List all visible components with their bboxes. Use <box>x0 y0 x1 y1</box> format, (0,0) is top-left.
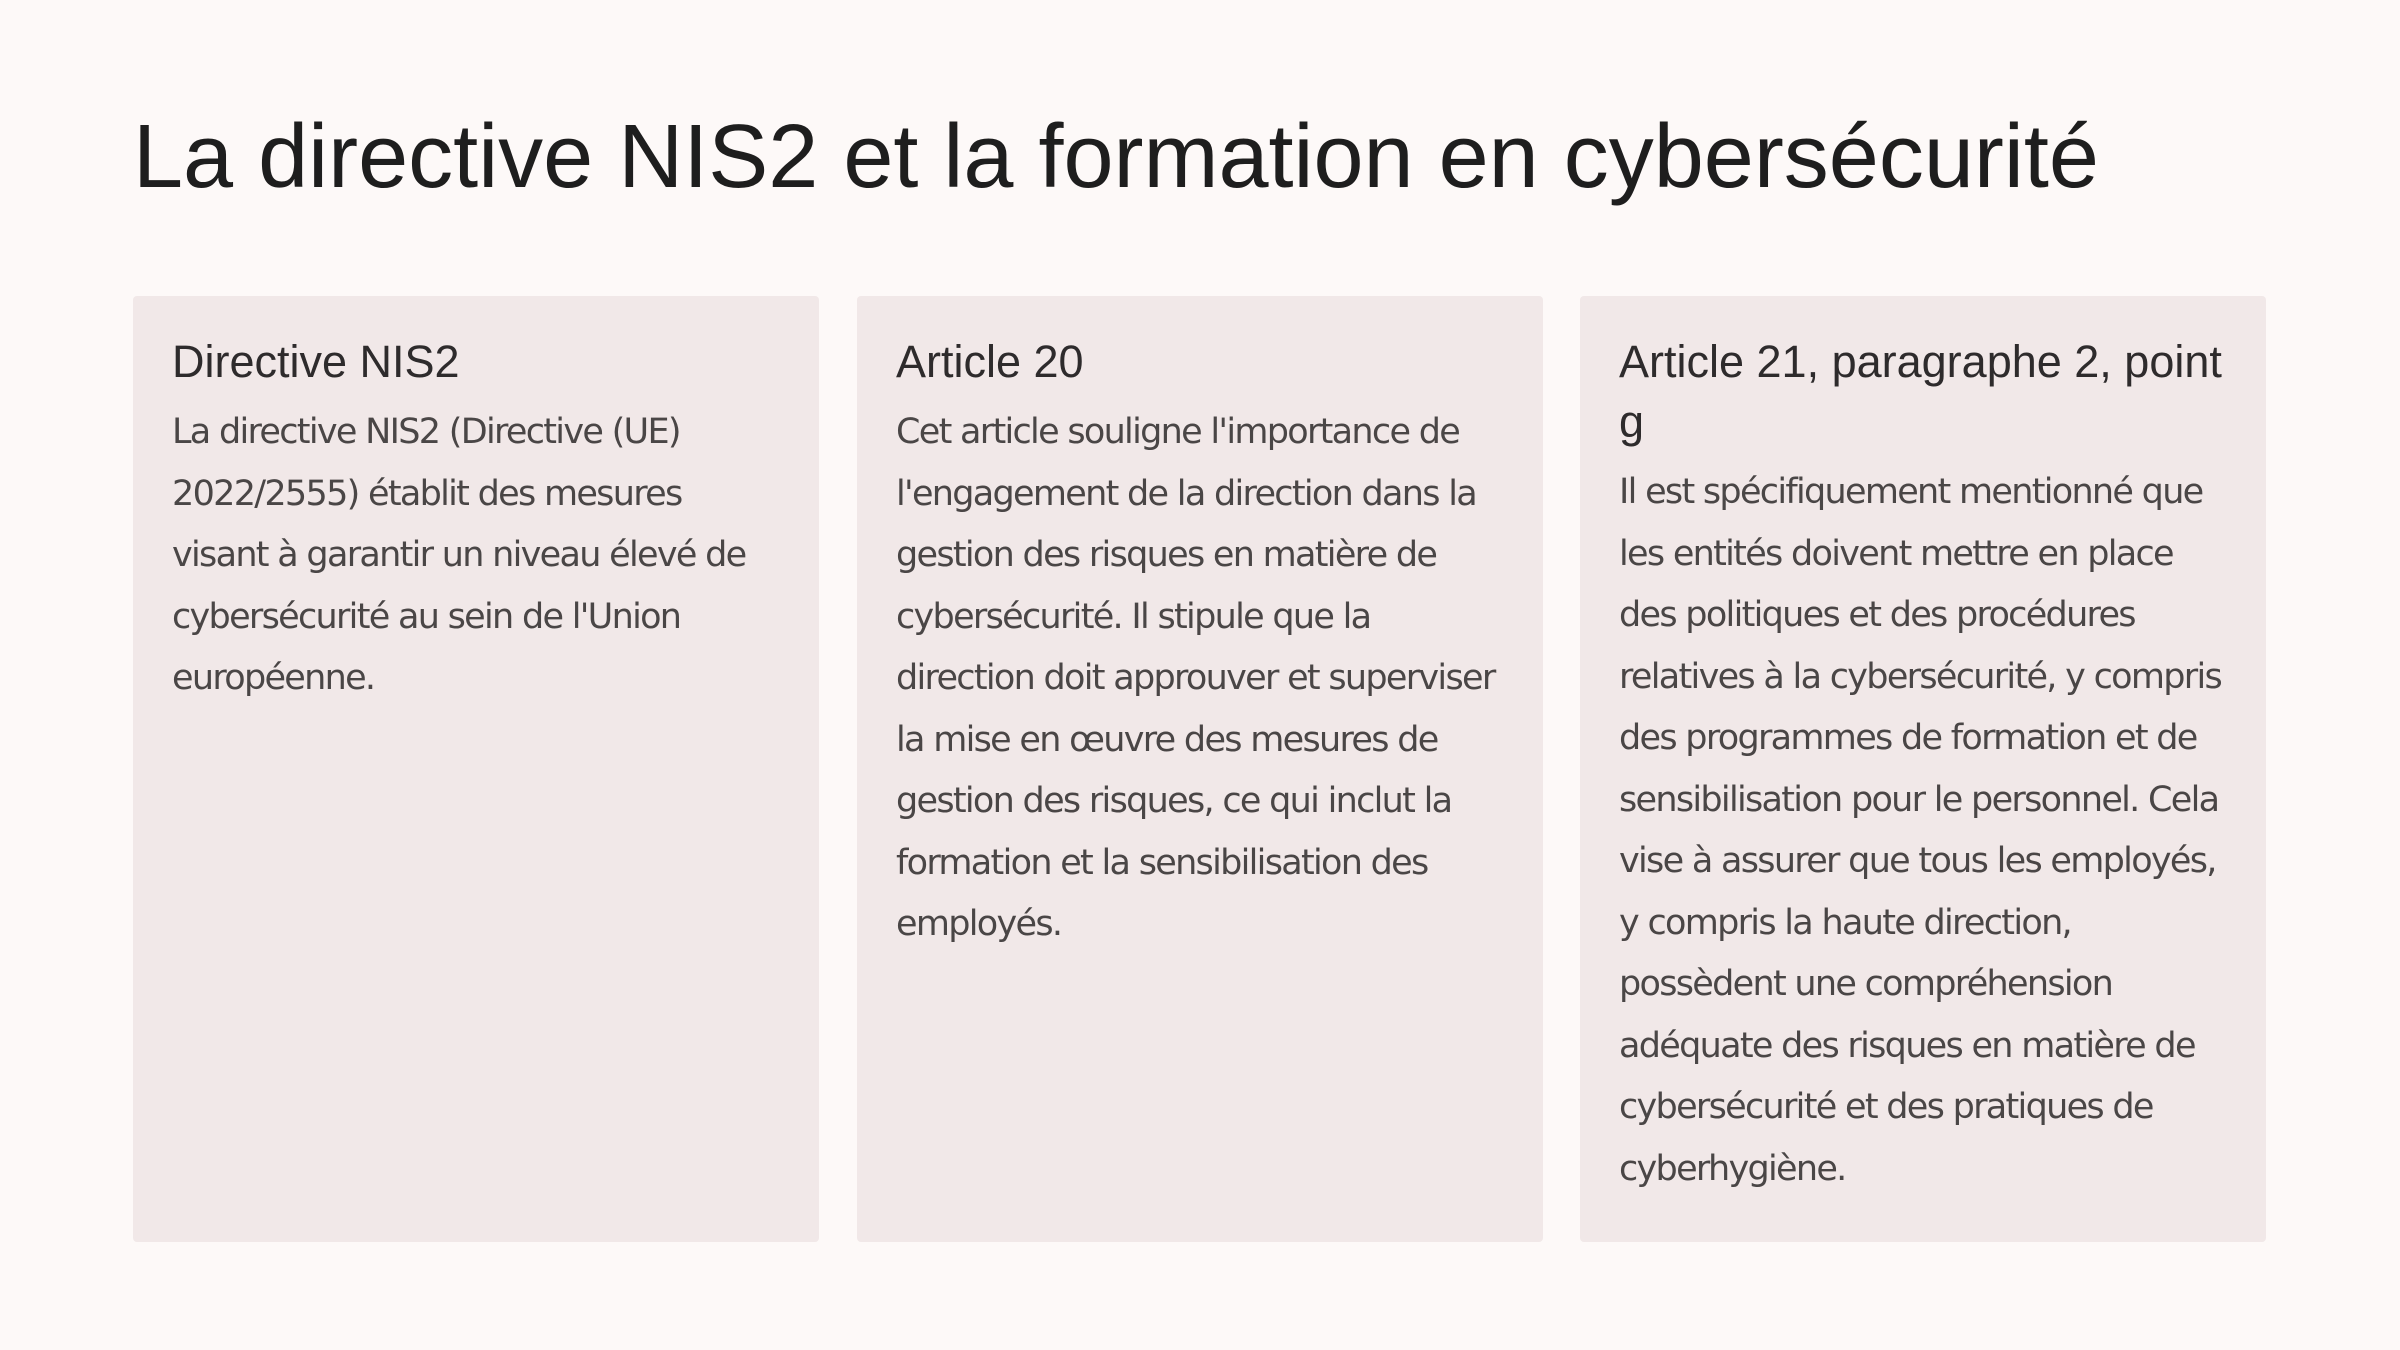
card-article-20 <box>857 296 1543 1242</box>
card-heading: Article 20 <box>896 336 1084 387</box>
card-body-text: Cet article souligne l'importance de l'engagement de la direction dans la gestion des risques en matière de cybersécurité. Il stipule que la direction doit approuver et superviser la mise en œuvre des mesures de gestion des risques, ce qui inclut la formation et la sensibilisation des employés. <box>896 412 1495 944</box>
card-body-text: Il est spécifiquement mentionné que les entités doivent mettre en place des politiques et des procédures relatives à la cybersécurité, y compris des programmes de formation et de sensibilisation pour le personnel. Cela vise à assurer que tous les employés, y compris la haute direction, possèdent une compréhension adéquate des risques en matière de cybersécurité et des pratiques de cyberhygiène. <box>1619 472 2222 1189</box>
card-directive-nis2 <box>133 296 819 1242</box>
page-title: La directive NIS2 et la formation en cybersécurité <box>133 107 2099 207</box>
card-body-text: La directive NIS2 (Directive (UE) 2022/2555) établit des mesures visant à garantir un niveau élevé de cybersécurité au sein de l'Union européenne. <box>172 412 746 698</box>
card-article-21 <box>1580 296 2266 1242</box>
card-heading: Article 21, paragraphe 2, point g <box>1619 336 2222 447</box>
card-heading: Directive NIS2 <box>172 336 460 387</box>
